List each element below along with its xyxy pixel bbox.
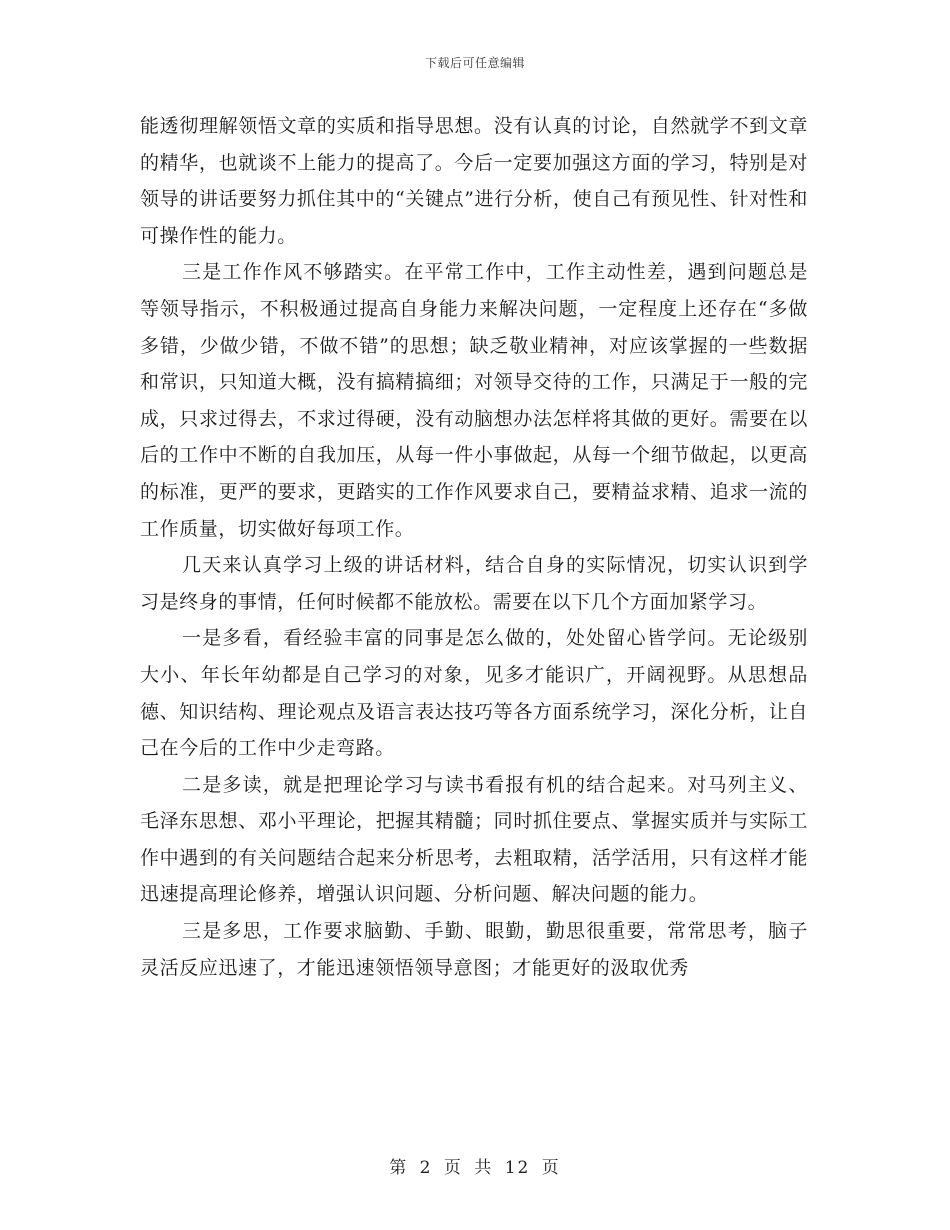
paragraph-read-more-books: 二是多读，就是把理论学习与读书看报有机的结合起来。对马列主义、毛泽东思想、邓小平理论，把握其精髓；同时抓住要点、掌握实质并与实际工作中遇到的有关问题结合起来分析思考，去粗取精，活学活用，只有这样才能迅速提高理论修养，增强认识问题、分析问题、解决问题的能力。 xyxy=(140,773,808,906)
paragraph-work-style: 三是工作作风不够踏实。在平常工作中，工作主动性差，遇到问题总是等领导指示，不积极通过提高自身能力来解决问题，一定程度上还存在“多做多错，少做少错，不做不错”的思想；缺乏敬业精神，对应该掌握的一些数据和常识，只知道大概，没有搞精搞细；对领导交待的工作，只满足于一般的完成，只求过得去，不求过得硬，没有动脑想办法怎样将其做的更好。需要在以后的工作中不断的自我加压，从每一件小事做起，从每一个细节做起，以更高的标准，更严的要求，更踏实的工作作风要求自己，要精益求精、追求一流的工作质量，切实做好每项工作。 xyxy=(140,261,808,540)
document-body xyxy=(140,108,808,986)
paragraph-study-intro: 几天来认真学习上级的讲话材料，结合自身的实际情况，切实认识到学习是终身的事情，任何时候都不能放松。需要在以下几个方面加紧学习。 xyxy=(140,554,808,613)
page-number-footer: 第 2 页 共 12 页 xyxy=(389,1158,561,1178)
paragraph-continuation: 能透彻理解领悟文章的实质和指导思想。没有认真的讨论，自然就学不到文章的精华，也就谈不上能力的提高了。今后一定要加强这方面的学习，特别是对领导的讲话要努力抓住其中的“关键点”进行分析，使自己有预见性、针对性和可操作性的能力。 xyxy=(140,115,808,247)
page-header: 下载后可任意编辑 xyxy=(424,56,525,70)
paragraph-read-more-see: 一是多看，看经验丰富的同事是怎么做的，处处留心皆学问。无论级别大小、年长年幼都是自己学习的对象，见多才能识广，开阔视野。从思想品德、知识结构、理论观点及语言表达技巧等各方面系统学习，深化分析，让自己在今后的工作中少走弯路。 xyxy=(140,627,808,760)
paragraph-think-more: 三是多思，工作要求脑勤、手勤、眼勤，勤思很重要，常常思考，脑子灵活反应迅速了，才能迅速领悟领导意图；才能更好的汲取优秀 xyxy=(140,920,808,979)
